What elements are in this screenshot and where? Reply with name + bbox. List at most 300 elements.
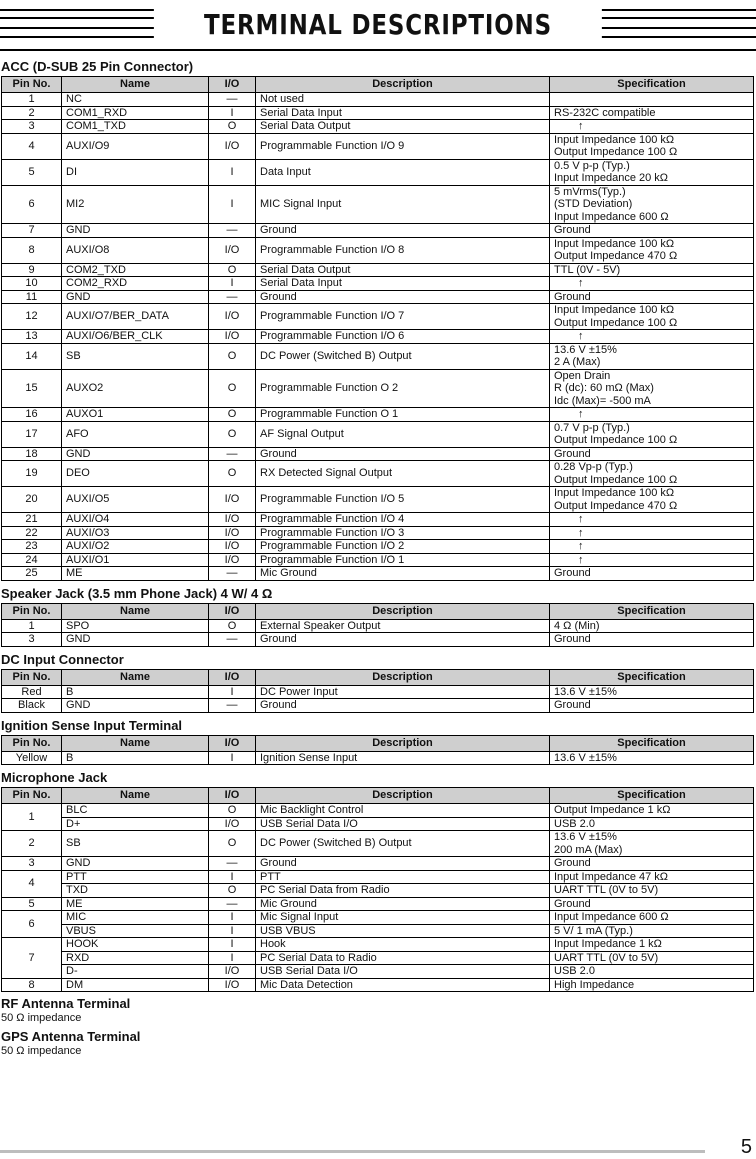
pin-cell: 5 bbox=[2, 897, 62, 911]
name-cell: AUXO2 bbox=[62, 369, 209, 408]
table-row bbox=[2, 553, 754, 567]
header-name: Name bbox=[62, 77, 209, 93]
pin-cell: 8 bbox=[2, 978, 62, 992]
name-cell: NC bbox=[62, 93, 209, 107]
pin-cell: 19 bbox=[2, 461, 62, 487]
name-cell: SB bbox=[62, 343, 209, 369]
name-cell: AUXI/O3 bbox=[62, 526, 209, 540]
table-row bbox=[2, 978, 754, 992]
name-cell: AUXO1 bbox=[62, 408, 209, 422]
pin-cell: 21 bbox=[2, 513, 62, 527]
specification-cell bbox=[550, 237, 754, 263]
table-row bbox=[2, 277, 754, 291]
specification-cell bbox=[550, 831, 754, 857]
name-cell: AUXI/O4 bbox=[62, 513, 209, 527]
spec-line: Input Impedance 47 kΩ bbox=[554, 870, 669, 883]
spec-line: Input Impedance 20 kΩ bbox=[554, 172, 669, 184]
spec-line: Idc (Max)= -500 mA bbox=[554, 394, 651, 407]
specification-cell bbox=[550, 870, 754, 884]
pin-cell: 4 bbox=[2, 870, 62, 897]
table-row bbox=[2, 540, 754, 554]
table-row bbox=[2, 133, 754, 159]
table-row bbox=[2, 159, 754, 185]
table-row bbox=[2, 857, 754, 871]
specification-cell bbox=[550, 924, 754, 938]
name-cell: GND bbox=[62, 633, 209, 647]
description-cell: Serial Data Input bbox=[256, 106, 550, 120]
spec-line: 0.7 V p-p (Typ.) bbox=[554, 421, 630, 434]
description-cell: Programmable Function I/O 3 bbox=[256, 526, 550, 540]
description-cell: PC Serial Data from Radio bbox=[256, 884, 550, 898]
header-pin: Pin No. bbox=[2, 735, 62, 751]
description-cell: USB VBUS bbox=[256, 924, 550, 938]
specification-cell bbox=[550, 185, 754, 224]
specification-cell bbox=[550, 513, 754, 527]
io-cell: O bbox=[209, 421, 256, 447]
spec-line: Input Impedance 100 kΩ bbox=[554, 304, 675, 316]
spec-line: 5 V/ 1 mA (Typ.) bbox=[554, 924, 633, 937]
spec-line: Open Drain bbox=[554, 369, 611, 382]
header-description: Description bbox=[256, 77, 550, 93]
pin-cell: 14 bbox=[2, 343, 62, 369]
spec-line: 13.6 V ±15% bbox=[554, 685, 617, 698]
pin-cell: Yellow bbox=[2, 751, 62, 765]
table-row bbox=[2, 447, 754, 461]
header-io: I/O bbox=[209, 735, 256, 751]
table-row bbox=[2, 290, 754, 304]
name-cell: DI bbox=[62, 159, 209, 185]
header-name: Name bbox=[62, 603, 209, 619]
name-cell: COM2_RXD bbox=[62, 277, 209, 291]
ditto-arrow: ↑ bbox=[578, 277, 584, 289]
header-description: Description bbox=[256, 788, 550, 804]
io-cell: I bbox=[209, 277, 256, 291]
specification-cell bbox=[550, 461, 754, 487]
io-cell: O bbox=[209, 120, 256, 134]
description-cell: RX Detected Signal Output bbox=[256, 461, 550, 487]
pin-cell: 1 bbox=[2, 93, 62, 107]
name-cell: AUXI/O1 bbox=[62, 553, 209, 567]
io-cell: O bbox=[209, 804, 256, 818]
table-row bbox=[2, 911, 754, 925]
spec-line: Input Impedance 1 kΩ bbox=[554, 938, 662, 950]
pin-cell: Red bbox=[2, 685, 62, 699]
description-cell: Mic Backlight Control bbox=[256, 804, 550, 818]
title-divider bbox=[0, 49, 756, 51]
specification-cell bbox=[550, 408, 754, 422]
table-row bbox=[2, 487, 754, 513]
table-row bbox=[2, 685, 754, 699]
table-row bbox=[2, 343, 754, 369]
header-name: Name bbox=[62, 669, 209, 685]
pin-cell: 3 bbox=[2, 857, 62, 871]
spec-line: 0.5 V p-p (Typ.) bbox=[554, 159, 630, 172]
io-cell: I/O bbox=[209, 304, 256, 330]
pin-cell: 10 bbox=[2, 277, 62, 291]
terminal-table bbox=[1, 787, 754, 992]
table-row bbox=[2, 120, 754, 134]
description-cell: Ignition Sense Input bbox=[256, 751, 550, 765]
specification-cell bbox=[550, 965, 754, 979]
pin-cell: 22 bbox=[2, 526, 62, 540]
ditto-arrow: ↑ bbox=[578, 513, 584, 525]
spec-line: Input Impedance 100 kΩ bbox=[554, 487, 675, 499]
section-heading: Ignition Sense Input Terminal bbox=[1, 717, 183, 733]
name-cell: GND bbox=[62, 699, 209, 713]
spec-line: Input Impedance 600 Ω bbox=[554, 210, 669, 223]
table-row bbox=[2, 461, 754, 487]
header-io: I/O bbox=[209, 77, 256, 93]
ditto-arrow: ↑ bbox=[578, 408, 584, 420]
table-row bbox=[2, 938, 754, 952]
spec-line: Ground bbox=[554, 633, 591, 645]
specification-cell bbox=[550, 330, 754, 344]
name-cell: DEO bbox=[62, 461, 209, 487]
specification-cell bbox=[550, 938, 754, 952]
table-row bbox=[2, 513, 754, 527]
io-cell: O bbox=[209, 408, 256, 422]
ditto-arrow: ↑ bbox=[578, 526, 584, 539]
specification-cell bbox=[550, 277, 754, 291]
name-cell: BLC bbox=[62, 804, 209, 818]
specification-cell bbox=[550, 619, 754, 633]
header-specification: Specification bbox=[550, 669, 754, 685]
io-cell: — bbox=[209, 447, 256, 461]
specification-cell bbox=[550, 263, 754, 277]
description-cell: Programmable Function O 2 bbox=[256, 369, 550, 408]
description-cell: Serial Data Output bbox=[256, 263, 550, 277]
io-cell: — bbox=[209, 290, 256, 304]
name-cell: GND bbox=[62, 857, 209, 871]
specification-cell bbox=[550, 106, 754, 120]
table-row bbox=[2, 93, 754, 107]
table-header-row bbox=[2, 735, 754, 751]
io-cell: O bbox=[209, 884, 256, 898]
description-cell: Data Input bbox=[256, 159, 550, 185]
table-row bbox=[2, 951, 754, 965]
table-row bbox=[2, 831, 754, 857]
terminal-heading: RF Antenna Terminal bbox=[1, 996, 131, 1011]
spec-line: RS-232C compatible bbox=[554, 106, 656, 119]
table-header-row bbox=[2, 669, 754, 685]
table-header-row bbox=[2, 603, 754, 619]
terminal-note: 50 Ω impedance bbox=[1, 1012, 82, 1024]
table-row bbox=[2, 304, 754, 330]
specification-cell bbox=[550, 290, 754, 304]
header-specification: Specification bbox=[550, 603, 754, 619]
io-cell: I bbox=[209, 924, 256, 938]
spec-line: Output Impedance 100 Ω bbox=[554, 316, 678, 329]
io-cell: — bbox=[209, 699, 256, 713]
pin-cell: 7 bbox=[2, 224, 62, 238]
specification-cell bbox=[550, 133, 754, 159]
name-cell: DM bbox=[62, 978, 209, 992]
io-cell: I/O bbox=[209, 133, 256, 159]
name-cell: TXD bbox=[62, 884, 209, 898]
spec-line: R (dc): 60 mΩ (Max) bbox=[554, 382, 654, 394]
page-title: TERMINAL DESCRIPTIONS bbox=[204, 8, 552, 41]
io-cell: I/O bbox=[209, 487, 256, 513]
name-cell: COM2_TXD bbox=[62, 263, 209, 277]
specification-cell bbox=[550, 685, 754, 699]
io-cell: O bbox=[209, 369, 256, 408]
description-cell: Programmable Function I/O 7 bbox=[256, 304, 550, 330]
terminal-heading: GPS Antenna Terminal bbox=[1, 1029, 141, 1044]
header-pin: Pin No. bbox=[2, 603, 62, 619]
name-cell: HOOK bbox=[62, 938, 209, 952]
name-cell: COM1_TXD bbox=[62, 120, 209, 134]
pin-cell: 5 bbox=[2, 159, 62, 185]
pin-cell: 12 bbox=[2, 304, 62, 330]
spec-line: (STD Deviation) bbox=[554, 198, 633, 210]
io-cell: — bbox=[209, 224, 256, 238]
specification-cell bbox=[550, 421, 754, 447]
table-row bbox=[2, 237, 754, 263]
section-heading: DC Input Connector bbox=[1, 651, 124, 667]
name-cell: AUXI/O8 bbox=[62, 237, 209, 263]
name-cell: RXD bbox=[62, 951, 209, 965]
spec-line: 200 mA (Max) bbox=[554, 843, 623, 856]
spec-line: Output Impedance 1 kΩ bbox=[554, 804, 671, 816]
description-cell: Programmable Function I/O 2 bbox=[256, 540, 550, 554]
name-cell: ME bbox=[62, 897, 209, 911]
pin-cell: 3 bbox=[2, 120, 62, 134]
io-cell: I bbox=[209, 911, 256, 925]
pin-cell: 18 bbox=[2, 447, 62, 461]
ditto-arrow: ↑ bbox=[578, 120, 584, 132]
io-cell: — bbox=[209, 93, 256, 107]
specification-cell bbox=[550, 159, 754, 185]
pin-cell: 6 bbox=[2, 911, 62, 938]
pin-cell: 9 bbox=[2, 263, 62, 277]
io-cell: O bbox=[209, 619, 256, 633]
ditto-arrow: ↑ bbox=[578, 330, 584, 342]
description-cell: Programmable Function I/O 1 bbox=[256, 553, 550, 567]
pin-cell: 17 bbox=[2, 421, 62, 447]
table-row bbox=[2, 408, 754, 422]
io-cell: — bbox=[209, 567, 256, 581]
description-cell: Programmable Function I/O 8 bbox=[256, 237, 550, 263]
description-cell: PC Serial Data to Radio bbox=[256, 951, 550, 965]
specification-cell bbox=[550, 897, 754, 911]
io-cell: I bbox=[209, 685, 256, 699]
table-header-row bbox=[2, 77, 754, 93]
spec-line: Input Impedance 600 Ω bbox=[554, 911, 669, 923]
table-row bbox=[2, 897, 754, 911]
header-pin: Pin No. bbox=[2, 77, 62, 93]
name-cell: GND bbox=[62, 290, 209, 304]
specification-cell bbox=[550, 633, 754, 647]
spec-line: Output Impedance 100 Ω bbox=[554, 146, 678, 158]
table-header-row bbox=[2, 788, 754, 804]
name-cell: D- bbox=[62, 965, 209, 979]
description-cell: Hook bbox=[256, 938, 550, 952]
table-row bbox=[2, 263, 754, 277]
table-row bbox=[2, 884, 754, 898]
specification-cell bbox=[550, 951, 754, 965]
spec-line: Output Impedance 470 Ω bbox=[554, 499, 678, 512]
terminal-table bbox=[1, 603, 754, 647]
specification-cell bbox=[550, 343, 754, 369]
table-row bbox=[2, 421, 754, 447]
io-cell: O bbox=[209, 831, 256, 857]
description-cell: Mic Signal Input bbox=[256, 911, 550, 925]
name-cell: SB bbox=[62, 831, 209, 857]
io-cell: I bbox=[209, 938, 256, 952]
spec-line: Ground bbox=[554, 224, 591, 236]
name-cell: B bbox=[62, 685, 209, 699]
pin-cell: 7 bbox=[2, 938, 62, 979]
pin-cell: 20 bbox=[2, 487, 62, 513]
header-name: Name bbox=[62, 735, 209, 751]
io-cell: I/O bbox=[209, 513, 256, 527]
specification-cell bbox=[550, 224, 754, 238]
specification-cell bbox=[550, 553, 754, 567]
title-banner bbox=[0, 5, 756, 45]
header-pin: Pin No. bbox=[2, 788, 62, 804]
header-io: I/O bbox=[209, 669, 256, 685]
spec-line: USB 2.0 bbox=[554, 965, 595, 977]
table-row bbox=[2, 804, 754, 818]
specification-cell bbox=[550, 487, 754, 513]
specification-cell bbox=[550, 751, 754, 765]
section-heading: ACC (D-SUB 25 Pin Connector) bbox=[1, 59, 194, 74]
description-cell: Ground bbox=[256, 857, 550, 871]
pin-cell: 23 bbox=[2, 540, 62, 554]
name-cell: AUXI/O7/BER_DATA bbox=[62, 304, 209, 330]
spec-line: Output Impedance 470 Ω bbox=[554, 250, 678, 262]
spec-line: 13.6 V ±15% bbox=[554, 343, 617, 356]
pin-cell: 16 bbox=[2, 408, 62, 422]
terminal-table bbox=[1, 735, 754, 766]
name-cell: AFO bbox=[62, 421, 209, 447]
table-row bbox=[2, 567, 754, 581]
pin-cell: 13 bbox=[2, 330, 62, 344]
name-cell: GND bbox=[62, 447, 209, 461]
pin-cell: 4 bbox=[2, 133, 62, 159]
name-cell: AUXI/O6/BER_CLK bbox=[62, 330, 209, 344]
name-cell: SPO bbox=[62, 619, 209, 633]
spec-line: USB 2.0 bbox=[554, 817, 595, 830]
terminal-note: 50 Ω impedance bbox=[1, 1045, 82, 1057]
io-cell: I/O bbox=[209, 965, 256, 979]
name-cell: MIC bbox=[62, 911, 209, 925]
spec-line: TTL (0V - 5V) bbox=[554, 263, 621, 276]
specification-cell bbox=[550, 857, 754, 871]
spec-line: High Impedance bbox=[554, 978, 635, 991]
specification-cell bbox=[550, 526, 754, 540]
io-cell: I/O bbox=[209, 526, 256, 540]
io-cell: O bbox=[209, 461, 256, 487]
io-cell: I bbox=[209, 159, 256, 185]
header-io: I/O bbox=[209, 788, 256, 804]
description-cell: Ground bbox=[256, 447, 550, 461]
description-cell: USB Serial Data I/O bbox=[256, 965, 550, 979]
header-name: Name bbox=[62, 788, 209, 804]
spec-line: UART TTL (0V to 5V) bbox=[554, 951, 659, 964]
io-cell: I/O bbox=[209, 237, 256, 263]
io-cell: I/O bbox=[209, 817, 256, 831]
header-description: Description bbox=[256, 603, 550, 619]
spec-line: 0.28 Vp-p (Typ.) bbox=[554, 461, 633, 473]
description-cell: Mic Data Detection bbox=[256, 978, 550, 992]
spec-line: Ground bbox=[554, 857, 591, 869]
specification-cell bbox=[550, 817, 754, 831]
io-cell: O bbox=[209, 343, 256, 369]
description-cell: Programmable Function O 1 bbox=[256, 408, 550, 422]
io-cell: I bbox=[209, 951, 256, 965]
description-cell: PTT bbox=[256, 870, 550, 884]
table-row bbox=[2, 751, 754, 765]
name-cell: GND bbox=[62, 224, 209, 238]
io-cell: I bbox=[209, 106, 256, 120]
io-cell: I bbox=[209, 870, 256, 884]
pin-cell: 6 bbox=[2, 185, 62, 224]
specification-cell bbox=[550, 120, 754, 134]
table-row bbox=[2, 699, 754, 713]
specification-cell bbox=[550, 911, 754, 925]
table-row bbox=[2, 224, 754, 238]
table-row bbox=[2, 870, 754, 884]
table-row bbox=[2, 633, 754, 647]
name-cell: VBUS bbox=[62, 924, 209, 938]
header-specification: Specification bbox=[550, 77, 754, 93]
description-cell: DC Power (Switched B) Output bbox=[256, 343, 550, 369]
description-cell: Serial Data Output bbox=[256, 120, 550, 134]
pin-cell: 2 bbox=[2, 831, 62, 857]
name-cell: AUXI/O2 bbox=[62, 540, 209, 554]
description-cell: Ground bbox=[256, 290, 550, 304]
name-cell: D+ bbox=[62, 817, 209, 831]
name-cell: PTT bbox=[62, 870, 209, 884]
header-specification: Specification bbox=[550, 788, 754, 804]
header-pin: Pin No. bbox=[2, 669, 62, 685]
io-cell: — bbox=[209, 633, 256, 647]
spec-line: Output Impedance 100 Ω bbox=[554, 434, 678, 446]
pin-cell: 25 bbox=[2, 567, 62, 581]
specification-cell bbox=[550, 540, 754, 554]
pin-cell: 24 bbox=[2, 553, 62, 567]
description-cell: DC Power (Switched B) Output bbox=[256, 831, 550, 857]
specification-cell bbox=[550, 978, 754, 992]
description-cell: Programmable Function I/O 9 bbox=[256, 133, 550, 159]
spec-line: Ground bbox=[554, 447, 591, 460]
name-cell: B bbox=[62, 751, 209, 765]
pin-cell: 11 bbox=[2, 290, 62, 304]
spec-line: Output Impedance 100 Ω bbox=[554, 473, 678, 486]
io-cell: O bbox=[209, 263, 256, 277]
io-cell: I/O bbox=[209, 330, 256, 344]
table-row bbox=[2, 526, 754, 540]
spec-line: Ground bbox=[554, 699, 591, 711]
io-cell: — bbox=[209, 857, 256, 871]
spec-line: Input Impedance 100 kΩ bbox=[554, 237, 675, 250]
header-description: Description bbox=[256, 735, 550, 751]
pin-cell: 1 bbox=[2, 619, 62, 633]
name-cell: MI2 bbox=[62, 185, 209, 224]
io-cell: I bbox=[209, 185, 256, 224]
spec-line: 2 A (Max) bbox=[554, 356, 601, 368]
terminal-table bbox=[1, 76, 754, 581]
spec-line: Ground bbox=[554, 567, 591, 579]
terminal-table bbox=[1, 669, 754, 713]
section-heading: Speaker Jack (3.5 mm Phone Jack) 4 W/ 4 Ω bbox=[1, 585, 273, 601]
pin-cell: 15 bbox=[2, 369, 62, 408]
table-row bbox=[2, 330, 754, 344]
spec-line: 5 mVrms(Typ.) bbox=[554, 185, 626, 198]
ditto-arrow: ↑ bbox=[578, 553, 584, 566]
table-row bbox=[2, 924, 754, 938]
